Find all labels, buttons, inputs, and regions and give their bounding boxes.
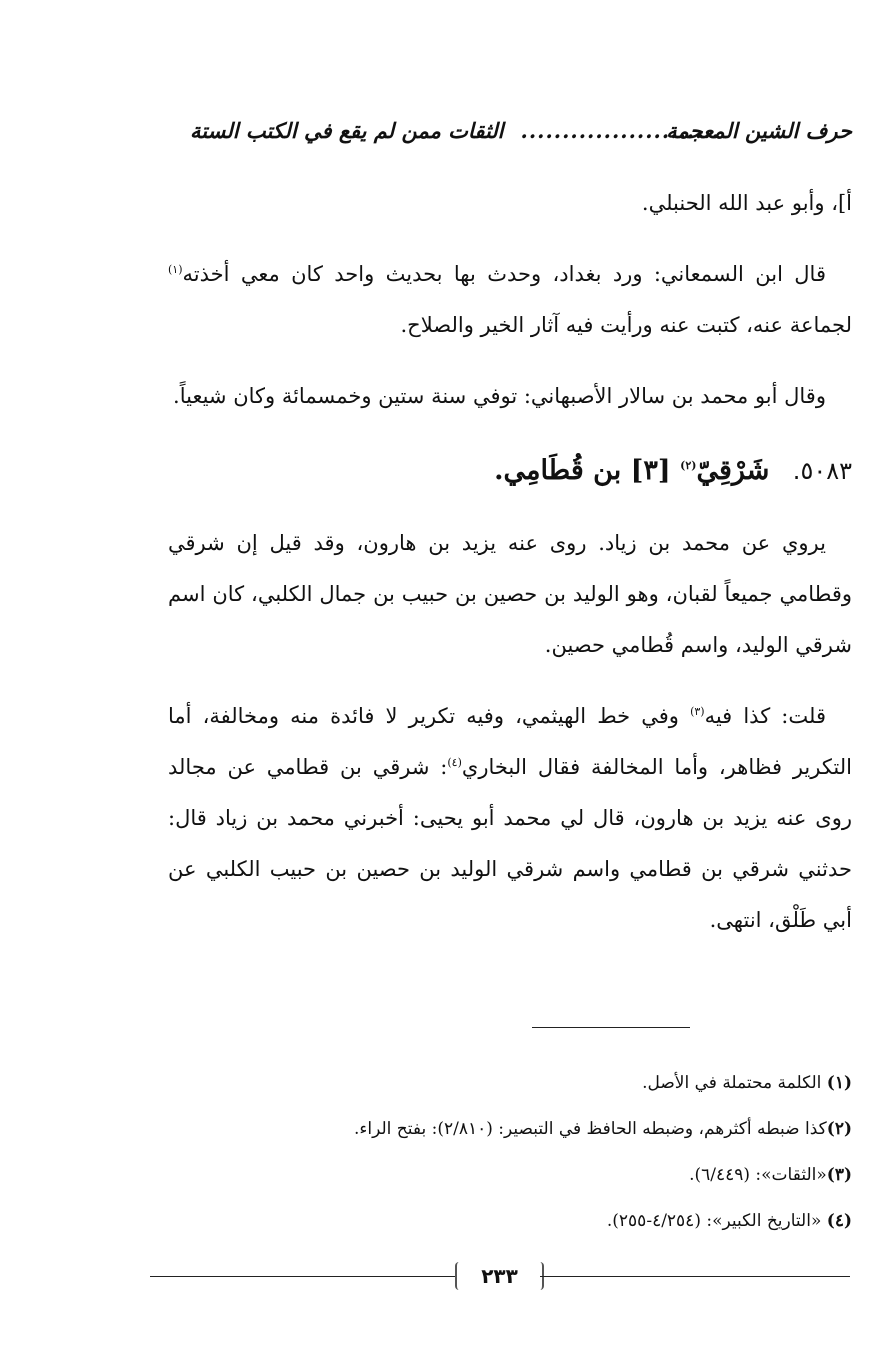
entry-number: ٥٠٨٣. xyxy=(792,457,852,485)
footnote-item xyxy=(168,1152,852,1198)
main-text xyxy=(168,178,852,966)
paragraph-text: أ]، وأبو عبد الله الحنبلي. xyxy=(641,191,852,215)
footnote-number: (٣) xyxy=(826,1165,852,1185)
page-footer xyxy=(150,1262,850,1292)
paragraph-text: وقال أبو محمد بن سالار الأصبهاني: توفي سنة ستين وخمسمائة وكان شيعياً. xyxy=(173,384,826,408)
footer-line-left xyxy=(150,1276,455,1277)
header-dots: ........................ xyxy=(520,118,720,143)
footnote-divider xyxy=(532,1027,690,1028)
paragraph-text: يروي عن محمد بن زياد. روى عنه يزيد بن هارون، وقد قيل إن شرقي وقطامي جميعاً لقبان، وهو الوليد بن حصين بن حبيب بن جمال الكلبي، كان اسم شرقي الوليد، واسم قُطامي حصين. xyxy=(168,531,852,657)
entry-name-rest: [٣] بن قُطَامِي. xyxy=(494,455,681,486)
paragraph xyxy=(168,518,852,671)
page-number: ٢٣٣ xyxy=(455,1262,544,1290)
header-chapter: حرف الشين المعجمة xyxy=(666,118,852,143)
footnote-number: (١) xyxy=(826,1073,852,1093)
paragraph-text: قال ابن السمعاني: ورد بغداد، وحدث بها بحديث واحد كان معي أخذته xyxy=(182,262,826,286)
entry-name: شَرْقِيّ xyxy=(696,455,770,486)
header-book-title: الثقات ممن لم يقع في الكتب الستة xyxy=(190,118,504,143)
paragraph-text: وفي خط الهيثمي، وفيه تكرير لا فائدة منه ومخالفة، أما التكرير فظاهر، وأما المخالفة فقال البخاري xyxy=(168,704,853,779)
footnote-marker[interactable]: (١) xyxy=(168,263,183,276)
entry-heading xyxy=(168,442,852,500)
footnote-marker[interactable]: (٤) xyxy=(447,756,462,769)
footnote-item xyxy=(168,1106,852,1152)
paragraph-text: : شرقي بن قطامي عن مجالد روى عنه يزيد بن هارون، قال لي محمد أبو يحيى: أخبرني محمد بن زياد قال: حدثني شرقي بن قطامي واسم شرقي الوليد بن حصين بن حبيب الكلبي عن أبي طَلْق، انتهى. xyxy=(168,755,852,932)
footnote-item xyxy=(168,1198,852,1244)
paragraph xyxy=(168,178,852,229)
footnotes xyxy=(168,1060,852,1244)
footnote-text: كذا ضبطه أكثرهم، وضبطه الحافظ في التبصير: (٢/٨١٠): بفتح الراء. xyxy=(353,1119,827,1139)
footnote-marker[interactable]: (٢) xyxy=(680,459,697,472)
footnote-item xyxy=(168,1060,852,1106)
footnote-text: «التاريخ الكبير»: (٤/٢٥٤-٢٥٥). xyxy=(606,1211,827,1231)
footnote-marker[interactable]: (٣) xyxy=(690,705,705,718)
footnote-text: الكلمة محتملة في الأصل. xyxy=(642,1073,827,1093)
running-header xyxy=(190,118,852,158)
paragraph-text: قلت: كذا فيه xyxy=(704,704,826,728)
footnote-number: (٤) xyxy=(826,1211,852,1231)
footer-line-right xyxy=(540,1276,850,1277)
footnote-text: «الثقات»: (٦/٤٤٩). xyxy=(689,1165,827,1185)
footnote-number: (٢) xyxy=(826,1119,852,1139)
paragraph xyxy=(168,691,852,946)
paragraph xyxy=(168,371,852,422)
paragraph xyxy=(168,249,852,351)
paragraph-text: لجماعة عنه، كتبت عنه ورأيت فيه آثار الخير والصلاح. xyxy=(400,313,852,337)
